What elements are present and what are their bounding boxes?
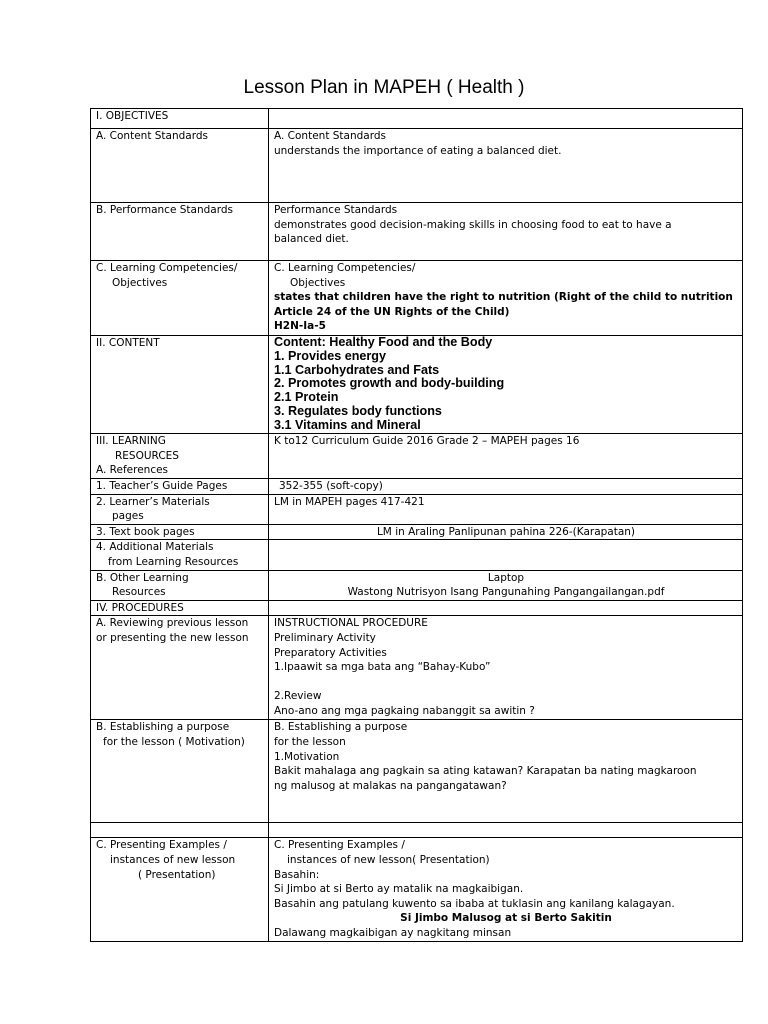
motivation-question-2: ng malusog at malakas na pangangatawan? [274, 779, 507, 792]
content-item-1: 1. Provides energy [274, 348, 386, 363]
cell-content-standards-label [91, 129, 269, 203]
preparatory-activities: Preparatory Activities [274, 646, 387, 659]
cell-objectives-value [269, 109, 743, 129]
learning-competencies-text-2: Article 24 of the UN Rights of the Child) [274, 305, 510, 318]
reviewing-label-2: or presenting the new lesson [96, 631, 249, 644]
performance-standards-text-2: balanced diet. [274, 233, 349, 246]
cell-procedures-label [91, 600, 269, 616]
review-question: Ano-ano ang mga pagkaing nabanggit sa awitin ? [274, 704, 535, 717]
row-content-standards [91, 129, 743, 203]
learners-materials-label-1: 2. Learner’s Materials [96, 495, 210, 508]
row-objectives [91, 109, 743, 129]
content-item-3-1: 3.1 Vitamins and Mineral [274, 417, 421, 432]
poem-first-line: Dalawang magkaibigan ay nagkitang minsan [274, 926, 512, 939]
presenting-heading: C. Presenting Examples / [274, 839, 405, 852]
cell-additional-materials-value [269, 540, 743, 570]
row-purpose [91, 720, 743, 823]
cell-learning-competencies-value [269, 261, 743, 336]
cell-objectives-label [91, 109, 269, 129]
row-learners-materials [91, 494, 743, 524]
learning-competencies-code: H2N-Ia-5 [274, 320, 326, 333]
poem-title: Si Jimbo Malusog at si Berto Sakitin [400, 912, 612, 925]
cell-reviewing-label [91, 616, 269, 720]
presenting-label-3: ( Presentation) [138, 868, 216, 881]
presenting-label-1: C. Presenting Examples / [96, 839, 227, 852]
cell-purpose-value [269, 720, 743, 823]
row-additional-materials [91, 540, 743, 570]
performance-standards-label: B. Performance Standards [96, 204, 233, 216]
content-item-2-1: 2.1 Protein [274, 390, 339, 405]
cell-procedures-value [269, 600, 743, 616]
instructional-procedure-heading: INSTRUCTIONAL PROCEDURE [274, 617, 428, 630]
references-label: A. References [96, 464, 169, 477]
row-procedures [91, 600, 743, 616]
presenting-subheading: instances of new lesson( Presentation) [287, 853, 490, 866]
learners-materials-value: LM in MAPEH pages 417-421 [274, 495, 425, 508]
learning-competencies-label-1: C. Learning Competencies/ [96, 262, 238, 274]
review-heading: 2.Review [274, 690, 322, 703]
reviewing-label-1: A. Reviewing previous lesson [96, 617, 249, 630]
learning-competencies-text-1: states that children have the right to nutrition (Right of the child to nutrition [274, 291, 733, 304]
cell-learning-resources-value [269, 434, 743, 479]
row-spacer [91, 823, 743, 838]
other-resources-pdf: Wastong Nutrisyon Isang Pangunahing Pangangailangan.pdf [347, 586, 665, 599]
cell-learning-resources-label [91, 434, 269, 479]
cell-text-book-label [91, 524, 269, 540]
cell-content-label [91, 336, 269, 434]
purpose-heading: B. Establishing a purpose [274, 721, 408, 734]
preliminary-activity: Preliminary Activity [274, 631, 376, 644]
row-other-resources [91, 570, 743, 600]
row-learning-competencies [91, 261, 743, 336]
content-standards-text: understands the importance of eating a balanced diet. [274, 144, 562, 157]
motivation-question-1: Bakit mahalaga ang pagkain sa ating katawan? Karapatan ba nating magkaroon [274, 765, 697, 778]
other-resources-laptop: Laptop [487, 571, 525, 584]
performance-standards-text-1: demonstrates good decision-making skills in choosing food to eat to have a [274, 218, 672, 231]
cell-presenting-value [269, 838, 743, 942]
objectives-label: I. OBJECTIVES [96, 110, 169, 122]
cell-other-resources-value [269, 570, 743, 600]
purpose-subheading: for the lesson [274, 735, 346, 748]
additional-materials-label-2: from Learning Resources [108, 555, 239, 568]
learning-competencies-subheading: Objectives [290, 276, 346, 289]
cell-purpose-label [91, 720, 269, 823]
cell-spacer-value [269, 823, 743, 838]
cell-performance-standards-value [269, 203, 743, 261]
cell-text-book-value [269, 524, 743, 540]
content-label: II. CONTENT [96, 337, 160, 349]
row-reviewing [91, 616, 743, 720]
row-text-book [91, 524, 743, 540]
cell-learners-materials-label [91, 494, 269, 524]
blank-line [274, 675, 738, 690]
teachers-guide-value: 352-355 (soft-copy) [279, 480, 383, 492]
cell-spacer-label [91, 823, 269, 838]
purpose-label-1: B. Establishing a purpose [96, 721, 230, 734]
presenting-label-2: instances of new lesson [110, 853, 236, 866]
cell-teachers-guide-label [91, 479, 269, 495]
row-presenting [91, 838, 743, 942]
content-item-2: 2. Promotes growth and body-building [274, 376, 505, 391]
content-standards-label: A. Content Standards [96, 130, 209, 142]
procedures-label: IV. PROCEDURES [96, 601, 184, 614]
story-intro: Si Jimbo at si Berto ay matalik na magkaibigan. [274, 883, 524, 896]
row-performance-standards [91, 203, 743, 261]
learning-competencies-label-2: Objectives [112, 276, 168, 289]
other-resources-label-1: B. Other Learning [96, 571, 189, 584]
teachers-guide-label: 1. Teacher’s Guide Pages [96, 480, 228, 492]
row-learning-resources [91, 434, 743, 479]
content-item-3: 3. Regulates body functions [274, 403, 442, 418]
curriculum-guide-reference: K to12 Curriculum Guide 2016 Grade 2 – MAPEH pages 16 [274, 435, 580, 447]
content-heading: Content: Healthy Food and the Body [274, 335, 493, 349]
text-book-label: 3. Text book pages [96, 525, 195, 538]
learners-materials-label-2: pages [112, 510, 144, 523]
performance-standards-heading: Performance Standards [274, 204, 398, 216]
cell-teachers-guide-value [269, 479, 743, 495]
story-instruction: Basahin ang patulang kuwento sa ibaba at tuklasin ang kanilang kalagayan. [274, 897, 675, 910]
motivation-heading: 1.Motivation [274, 750, 340, 763]
learning-resources-label-1: III. LEARNING [96, 435, 166, 447]
lesson-plan-table [90, 108, 743, 942]
additional-materials-label-1: 4. Additional Materials [96, 541, 214, 554]
song-activity: 1.Ipaawit sa mga bata ang “Bahay-Kubo” [274, 661, 491, 674]
cell-other-resources-label [91, 570, 269, 600]
text-book-value: LM in Araling Panlipunan pahina 226-(Karapatan) [376, 525, 636, 538]
cell-performance-standards-label [91, 203, 269, 261]
cell-reviewing-value [269, 616, 743, 720]
row-teachers-guide [91, 479, 743, 495]
document-title: Lesson Plan in MAPEH ( Health ) [243, 77, 525, 98]
purpose-label-2: for the lesson ( Motivation) [103, 735, 245, 748]
cell-learners-materials-value [269, 494, 743, 524]
content-item-1-1: 1.1 Carbohydrates and Fats [274, 362, 440, 377]
cell-learning-competencies-label [91, 261, 269, 336]
cell-content-value [269, 336, 743, 434]
content-standards-heading: A. Content Standards [274, 130, 387, 142]
learning-competencies-heading: C. Learning Competencies/ [274, 262, 416, 274]
learning-resources-label-2: RESOURCES [115, 449, 179, 462]
row-content [91, 336, 743, 434]
basahin-label: Basahin: [274, 868, 320, 881]
cell-additional-materials-label [91, 540, 269, 570]
other-resources-label-2: Resources [112, 586, 166, 599]
cell-content-standards-value [269, 129, 743, 203]
cell-presenting-label [91, 838, 269, 942]
